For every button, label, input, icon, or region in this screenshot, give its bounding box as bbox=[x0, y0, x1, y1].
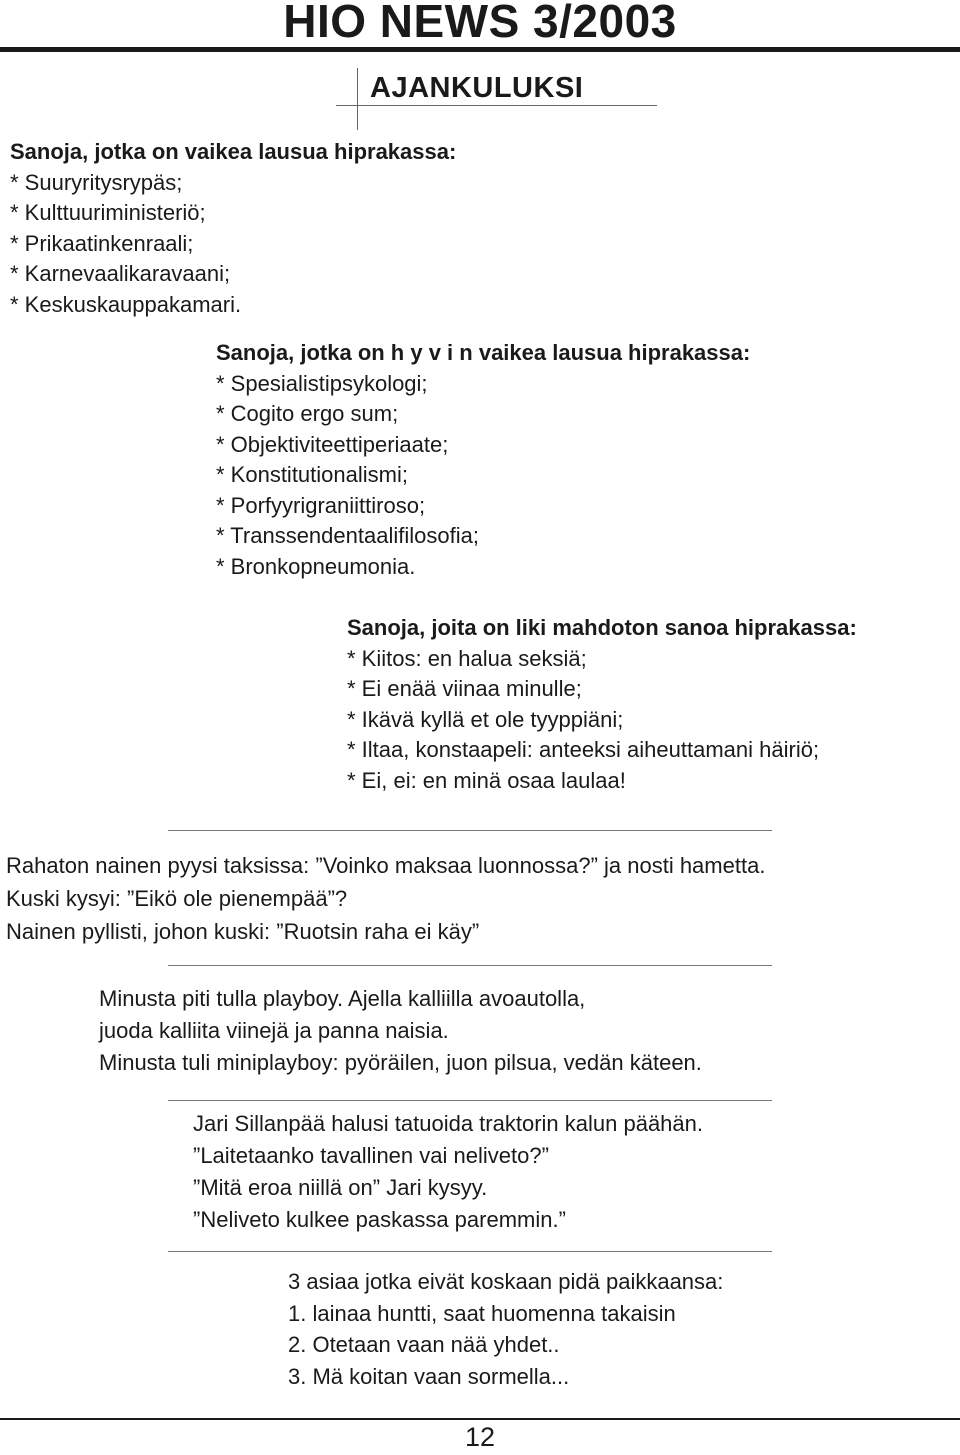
joke-line: Nainen pyllisti, johon kuski: ”Ruotsin raha ei käy” bbox=[6, 919, 480, 944]
word-list-very-hard bbox=[216, 338, 750, 582]
joke-line: Rahaton nainen pyysi taksissa: ”Voinko maksaa luonnossa?” ja nosti hametta. bbox=[6, 853, 766, 878]
joke-line: Jari Sillanpää halusi tatuoida traktorin kalun päähän. bbox=[193, 1111, 703, 1136]
word-list-heading: Sanoja, jotka on vaikea lausua hiprakassa: bbox=[10, 139, 457, 164]
list-item: * Bronkopneumonia. bbox=[216, 553, 416, 579]
list-item: * Ikävä kyllä et ole tyyppiäni; bbox=[347, 706, 624, 732]
footer-rule bbox=[0, 1418, 960, 1420]
list-item: * Porfyyrigraniittiroso; bbox=[216, 492, 426, 518]
joke-line: Kuski kysyi: ”Eikö ole pienempää”? bbox=[6, 886, 348, 911]
page-number: 12 bbox=[464, 1422, 496, 1452]
joke-line: Minusta piti tulla playboy. Ajella kalliilla avoautolla, bbox=[99, 986, 586, 1011]
list-item: * Iltaa, konstaapeli: anteeksi aiheuttamani häiriö; bbox=[347, 737, 820, 762]
list-item: * Konstitutionalismi; bbox=[216, 462, 408, 487]
list-item: * Kiitos: en halua seksiä; bbox=[347, 645, 587, 671]
joke-line: juoda kalliita viinejä ja panna naisia. bbox=[99, 1018, 449, 1043]
list-item: * Prikaatinkenraali; bbox=[10, 230, 194, 256]
joke-line: 1. lainaa huntti, saat huomenna takaisin bbox=[288, 1300, 676, 1326]
word-list-heading: Sanoja, joita on liki mahdoton sanoa hiprakassa: bbox=[347, 615, 857, 640]
masthead-title: HIO NEWS 3/2003 bbox=[283, 0, 677, 47]
word-list-hard bbox=[10, 137, 456, 320]
list-item: * Keskuskauppakamari. bbox=[10, 291, 242, 317]
word-list-heading: Sanoja, jotka on h y v i n vaikea lausua hiprakassa: bbox=[216, 340, 751, 365]
joke-line: ”Neliveto kulkee paskassa paremmin.” bbox=[193, 1207, 566, 1232]
joke-line: 3. Mä koitan vaan sormella... bbox=[288, 1363, 570, 1389]
joke-line: 3 asiaa jotka eivät koskaan pidä paikkaansa: bbox=[288, 1269, 724, 1294]
separator bbox=[168, 1251, 772, 1252]
joke-line: 2. Otetaan vaan nää yhdet.. bbox=[288, 1332, 560, 1357]
joke-playboy bbox=[99, 983, 702, 1079]
separator bbox=[168, 965, 772, 966]
list-item: * Transsendentaalifilosofia; bbox=[216, 523, 479, 548]
list-item: * Cogito ergo sum; bbox=[216, 401, 399, 426]
list-item: * Ei enää viinaa minulle; bbox=[347, 676, 582, 701]
joke-line: Minusta tuli miniplayboy: pyöräilen, juon pilsua, vedän käteen. bbox=[99, 1050, 702, 1075]
separator bbox=[168, 830, 772, 831]
joke-tattoo bbox=[193, 1108, 703, 1236]
section-divider-horizontal bbox=[336, 105, 657, 106]
word-list bbox=[10, 168, 456, 321]
joke-line: ”Laitetaanko tavallinen vai neliveto?” bbox=[193, 1143, 549, 1168]
header-rule bbox=[0, 47, 960, 52]
list-item: * Karnevaalikaravaani; bbox=[10, 261, 231, 286]
joke-line: ”Mitä eroa niillä on” Jari kysyy. bbox=[193, 1175, 488, 1200]
list-item: * Kulttuuriministeriö; bbox=[10, 200, 206, 225]
list-item: * Ei, ei: en minä osaa laulaa! bbox=[347, 767, 626, 793]
word-list bbox=[347, 644, 857, 797]
word-list-nearly-impossible bbox=[347, 613, 857, 796]
section-title: AJANKULUKSI bbox=[370, 72, 584, 104]
list-item: * Spesialistipsykologi; bbox=[216, 370, 428, 396]
joke-three-things bbox=[288, 1266, 723, 1392]
list-item: * Objektiviteettiperiaate; bbox=[216, 431, 449, 457]
separator bbox=[168, 1100, 772, 1101]
word-list bbox=[216, 369, 750, 583]
section-divider-vertical bbox=[357, 68, 358, 130]
list-item: * Suuryritysrypäs; bbox=[10, 169, 183, 195]
joke-taxi bbox=[6, 849, 765, 948]
